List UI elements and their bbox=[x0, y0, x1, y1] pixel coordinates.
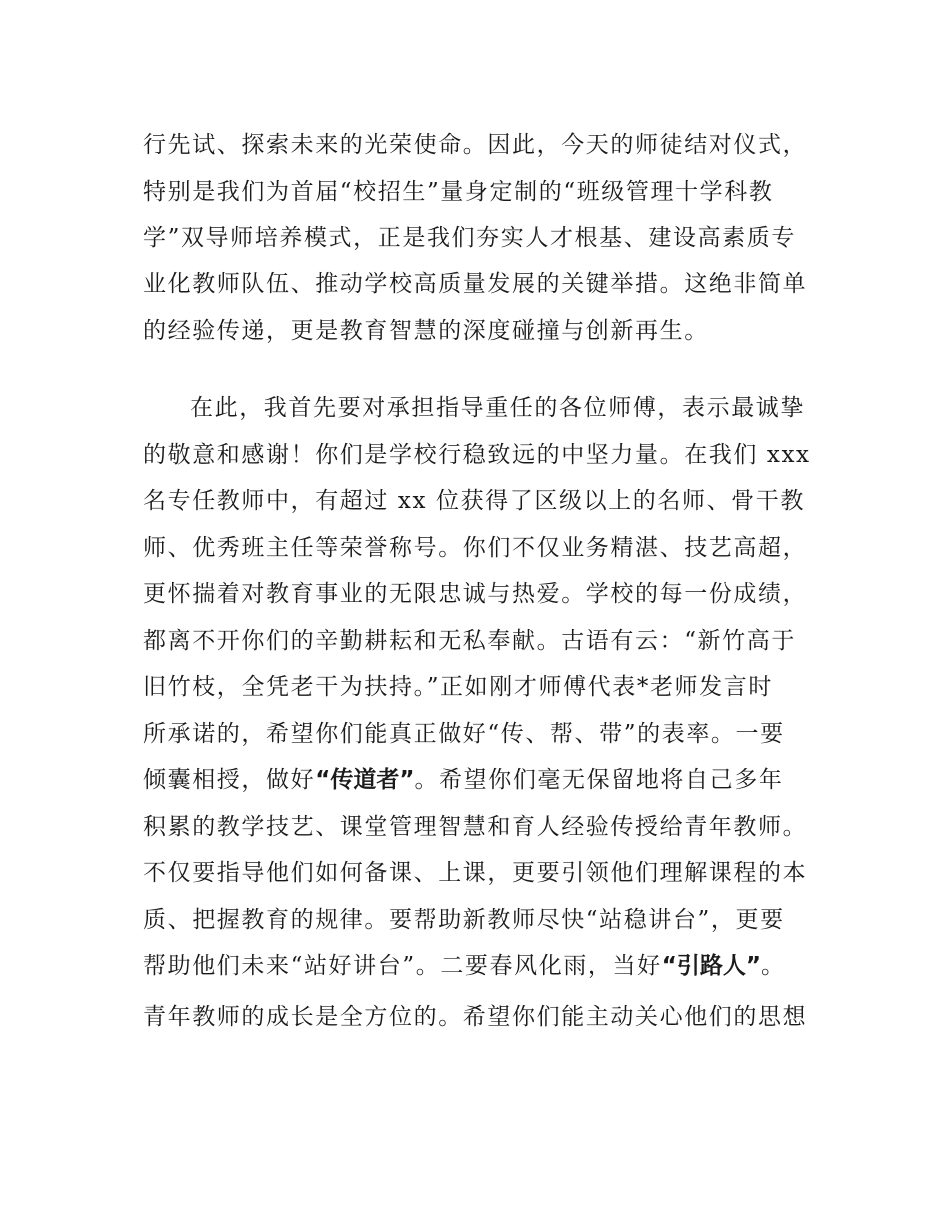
text-line: 所承诺的，希望你们能真正做好“传、帮、带”的表率。一要 bbox=[143, 721, 785, 747]
emphasis-chuandaozhe: “传道者” bbox=[315, 767, 415, 793]
text-line: 行先试、探索未来的光荣使命。因此，今天的师徒结对仪式， bbox=[143, 132, 808, 158]
text-line: 师、优秀班主任等荣誉称号。你们不仅业务精湛、技艺高超， bbox=[143, 535, 808, 561]
text-line: 都离不开你们的辛勤耕耘和无私奉献。古语有云：“新竹高于 bbox=[143, 628, 796, 654]
text-line: 更怀揣着对教育事业的无限忠诚与热爱。学校的每一份成绩， bbox=[143, 581, 808, 607]
text-line: 的敬意和感谢！你们是学校行稳致远的中坚力量。在我们 xxx bbox=[143, 442, 811, 468]
text-line: 名专任教师中，有超过 xx 位获得了区级以上的名师、骨干教 bbox=[143, 488, 805, 514]
emphasis-yinluren: “引路人” bbox=[661, 953, 761, 979]
text-line: 积累的教学技艺、课堂管理智慧和育人经验传授给青年教师。 bbox=[143, 814, 808, 840]
text-segment: 。 bbox=[760, 953, 786, 979]
text-line: 青年教师的成长是全方位的。希望你们能主动关心他们的思想 bbox=[143, 1004, 808, 1030]
text-line: 业化教师队伍、推动学校高质量发展的关键举措。这绝非简单 bbox=[143, 271, 808, 297]
text-line-indented: 在此，我首先要对承担指导重任的各位师傅，表示最诚挚 bbox=[190, 395, 805, 421]
text-line-with-emphasis bbox=[143, 951, 833, 981]
text-line: 不仅要指导他们如何备课、上课，更要引领他们理解课程的本 bbox=[143, 860, 808, 886]
text-line: 的经验传递，更是教育智慧的深度碰撞与创新再生。 bbox=[143, 318, 709, 344]
text-line: 学”双导师培养模式，正是我们夯实人才根基、建设高素质专 bbox=[143, 225, 796, 251]
text-line: 特别是我们为首届“校招生”量身定制的“班级管理十学科教 bbox=[143, 179, 774, 205]
text-line: 旧竹枝，全凭老干为扶持。”正如刚才师傅代表*老师发言时 bbox=[143, 674, 773, 700]
text-line: 质、把握教育的规律。要帮助新教师尽快“站稳讲台”，更要 bbox=[143, 907, 785, 933]
text-segment: 。希望你们毫无保留地将自己多年 bbox=[414, 767, 784, 793]
text-line-with-emphasis bbox=[143, 765, 833, 795]
text-segment: 倾囊相授，做好 bbox=[143, 767, 316, 793]
text-segment: 帮助他们未来“站好讲台”。二要春风化雨，当好 bbox=[143, 953, 662, 979]
